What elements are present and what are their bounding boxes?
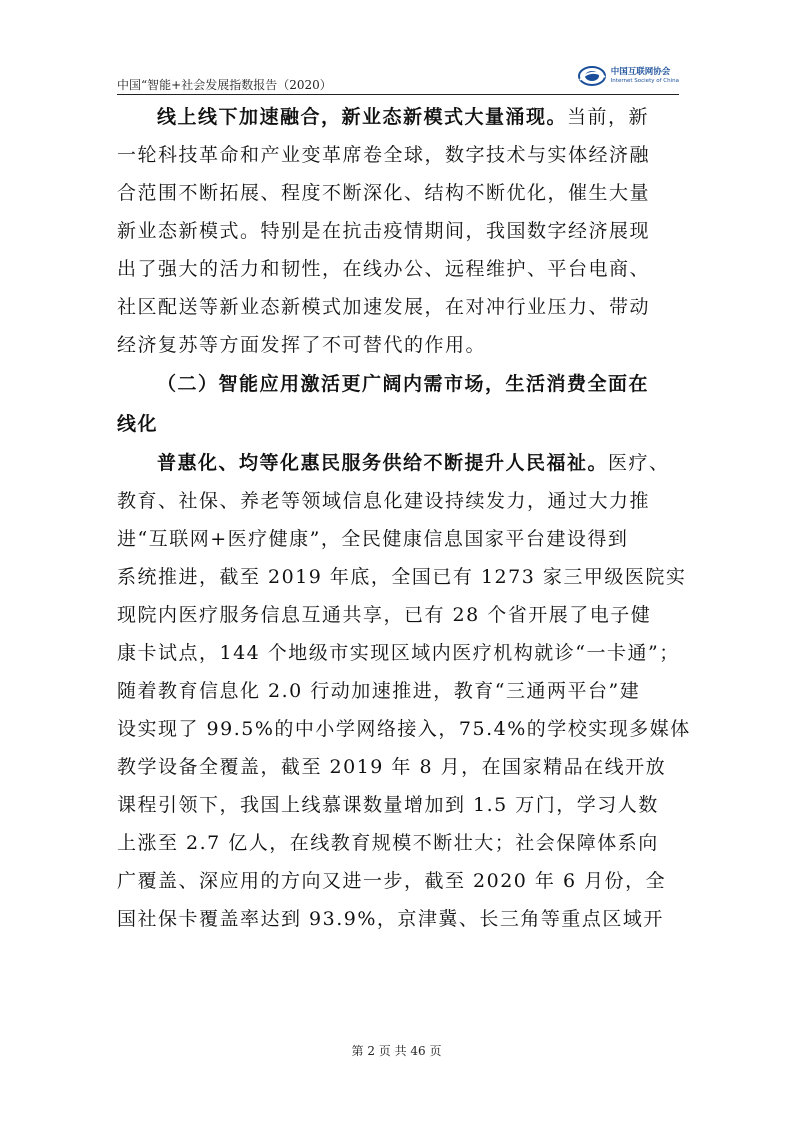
isc-logo	[577, 64, 679, 88]
header-divider	[117, 94, 679, 95]
paragraph-line: 进“互联网+医疗健康”，全民健康信息国家平台建设得到	[117, 528, 629, 550]
paragraph-line: 现院内医疗服务信息互通共享，已有 28 个省开展了电子健	[117, 604, 652, 626]
paragraph-line: 出了强大的活力和韧性，在线办公、远程维护、平台电商、	[117, 258, 651, 280]
paragraph-line: 随着教育信息化 2.0 行动加速推进，教育“三通两平台”建	[117, 680, 641, 702]
paragraph-line: 一轮科技革命和产业变革席卷全球，数字技术与实体经济融	[117, 144, 651, 166]
page-header	[117, 56, 679, 96]
paragraph-2-line-1: 普惠化、均等化惠民服务供给不断提升人民福祉。医疗、	[157, 452, 670, 474]
paragraph-1-lead: 线上线下加速融合，新业态新模式大量涌现。	[157, 106, 568, 128]
paragraph-line: 康卡试点，144 个地级市实现区域内医疗机构就诊“一卡通”；	[117, 642, 680, 664]
paragraph-line: 课程引领下，我国上线慕课数量增加到 1.5 万门，学习人数	[117, 794, 659, 816]
paragraph-line: 教育、社保、养老等领域信息化建设持续发力，通过大力推	[117, 490, 651, 512]
page-body	[117, 98, 691, 938]
logo-chinese-text: 中国互联网协会	[610, 67, 671, 77]
section-heading-continued: 线化	[117, 413, 159, 435]
paragraph-line: 国社保卡覆盖率达到 93.9%，京津冀、长三角等重点区域开	[117, 908, 664, 930]
paragraph-1-line-1: 线上线下加速融合，新业态新模式大量涌现。当前，新	[157, 106, 650, 128]
report-title: 中国“智能+社会发展指数报告（2020）	[117, 78, 332, 92]
paragraph-line: 上涨至 2.7 亿人，在线教育规模不断壮大；社会保障体系向	[117, 832, 659, 854]
paragraph-line: 广覆盖、深应用的方向又进一步，截至 2020 年 6 月份，全	[117, 870, 667, 892]
section-heading: （二）智能应用激活更广阔内需市场，生活消费全面在	[157, 373, 650, 395]
paragraph-2-lead: 普惠化、均等化惠民服务供给不断提升人民福祉。	[157, 452, 609, 474]
page-number: 第 2 页 共 46 页	[351, 1044, 442, 1058]
logo-english-text: Internet Society of China	[610, 77, 679, 84]
isc-globe-icon	[577, 65, 607, 87]
paragraph-line: 教学设备全覆盖，截至 2019 年 8 月，在国家精品在线开放	[117, 756, 667, 778]
paragraph-line: 经济复苏等方面发挥了不可替代的作用。	[117, 334, 487, 356]
paragraph-line: 社区配送等新业态新模式加速发展，在对冲行业压力、带动	[117, 296, 651, 318]
paragraph-line: 系统推进，截至 2019 年底，全国已有 1273 家三甲级医院实	[117, 566, 687, 588]
paragraph-line: 设实现了 99.5%的中小学网络接入，75.4%的学校实现多媒体	[117, 718, 691, 740]
paragraph-line: 合范围不断拓展、程度不断深化、结构不断优化，催生大量	[117, 182, 651, 204]
paragraph-line: 新业态新模式。特别是在抗击疫情期间，我国数字经济展现	[117, 220, 651, 242]
